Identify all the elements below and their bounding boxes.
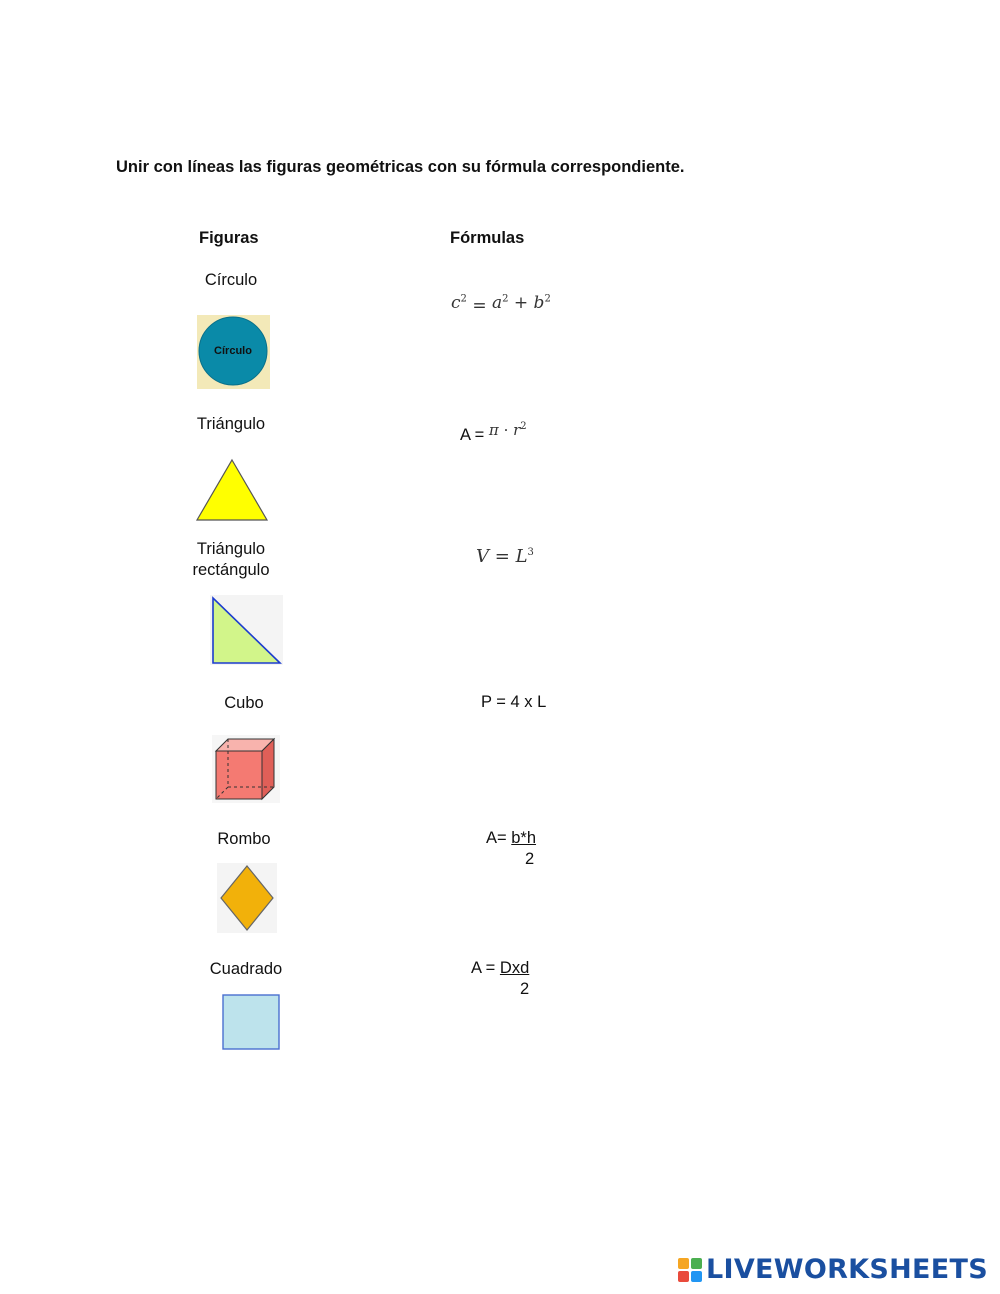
liveworksheets-logo-text: LIVEWORKSHEETS (705, 1254, 988, 1285)
formula-square-perimeter: P = 4 x L (481, 693, 547, 711)
figure-label-circle: Círculo (204, 271, 258, 289)
circle-icon (197, 315, 270, 389)
formulas-column-header: Fórmulas (450, 229, 525, 247)
formula-circle-area (460, 421, 527, 445)
instruction-text: Unir con líneas las figuras geométricas con su fórmula correspondiente. (116, 158, 685, 176)
figures-column-header: Figuras (199, 229, 259, 247)
figure-label-square: Cuadrado (209, 960, 283, 978)
formula-triangle-area-numerator: b*h (511, 829, 537, 847)
figure-label-cube: Cubo (224, 694, 264, 712)
figure-label-right-triangle (171, 539, 291, 581)
triangle-icon (195, 458, 269, 522)
formula-cube-volume: $V = L^3$ (476, 546, 534, 567)
formula-rhombus-area: A = Dxd (471, 959, 530, 977)
formula-triangle-area: A= b*h (486, 829, 537, 847)
square-icon (222, 994, 280, 1050)
rhombus-icon (217, 863, 277, 933)
cube-icon (212, 735, 280, 803)
formula-circle-area-expr: $\pi \cdot r^2$ (488, 421, 527, 439)
figure-label-right-triangle-line1: Triángulo (196, 540, 266, 558)
formula-pythagoras: $c^2 = a^2 + b^2$ (451, 293, 551, 316)
right-triangle-icon (210, 595, 283, 665)
figure-label-right-triangle-line2: rectángulo (192, 561, 270, 579)
formula-circle-area-prefix: A = (460, 426, 485, 444)
formula-triangle-area-denominator: 2 (525, 850, 535, 868)
formula-rhombus-area-denominator: 2 (520, 980, 530, 998)
circle-icon-label: Círculo (214, 345, 252, 357)
figure-label-rhombus: Rombo (217, 830, 271, 848)
formula-rhombus-area-numerator: Dxd (499, 959, 530, 977)
figure-label-triangle: Triángulo (196, 415, 266, 433)
liveworksheets-logo-icon (678, 1258, 702, 1282)
liveworksheets-logo[interactable] (678, 1254, 988, 1285)
